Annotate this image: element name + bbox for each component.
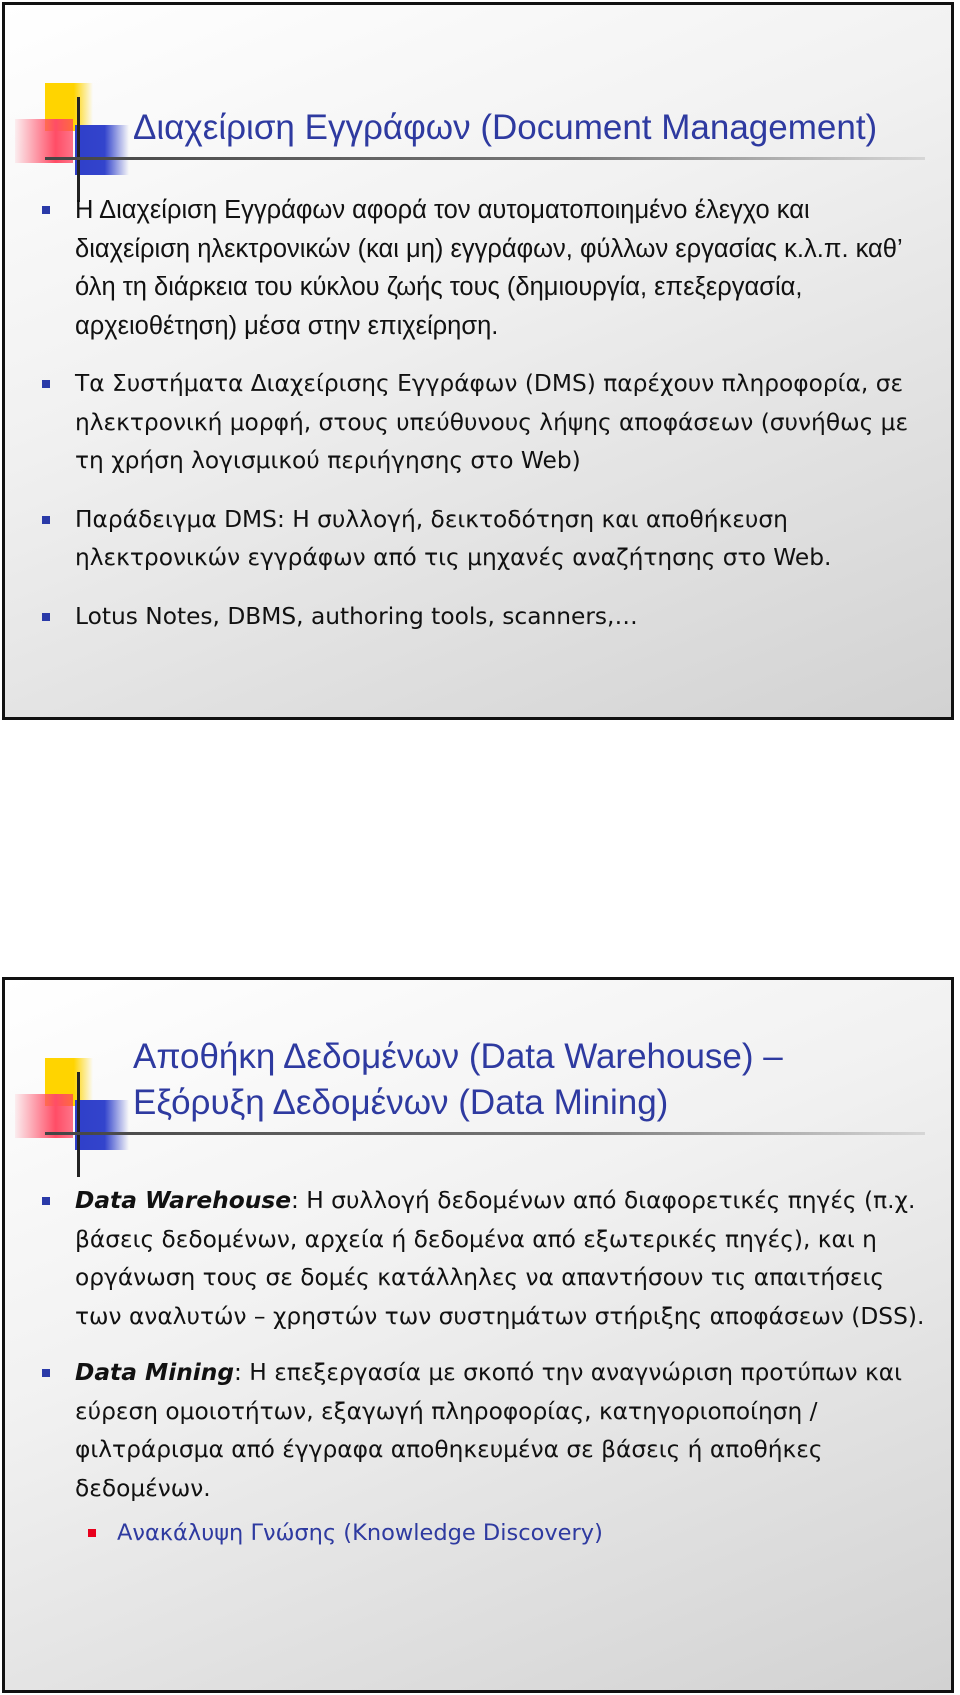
bullet-square-icon xyxy=(42,516,50,524)
list-item xyxy=(5,1354,925,1550)
bullet-text xyxy=(75,1182,925,1336)
title-line: Αποθήκη Δεδομένων (Data Warehouse) – xyxy=(133,1037,783,1076)
slide-title xyxy=(133,1034,783,1126)
logo-vertical-line xyxy=(77,1072,80,1177)
title-line: Εξόρυξη Δεδομένων (Data Mining) xyxy=(133,1083,669,1122)
logo-vertical-line xyxy=(77,97,80,202)
list-item xyxy=(5,501,925,578)
bullet-list xyxy=(5,1182,925,1568)
sub-bullet-list xyxy=(5,1516,925,1550)
list-item xyxy=(5,191,925,345)
list-item xyxy=(5,598,925,637)
bullet-text: Lotus Notes, DBMS, authoring tools, scanners,… xyxy=(75,602,638,630)
bullet-term: Data Mining xyxy=(75,1359,235,1386)
bullet-text xyxy=(75,1354,925,1508)
bullet-term: Data Warehouse xyxy=(75,1187,291,1214)
sub-bullet-square-icon xyxy=(88,1529,96,1537)
bullet-square-icon xyxy=(42,613,50,621)
slide-logo-icon xyxy=(15,83,135,203)
title-divider xyxy=(45,157,925,160)
list-item xyxy=(5,365,925,481)
slide-data-warehouse-mining xyxy=(2,977,954,1693)
bullet-text: Παράδειγμα DMS: Η συλλογή, δεικτοδότηση και αποθήκευση ηλεκτρονικών εγγράφων από τις μηχανές αναζήτησης στο Web. xyxy=(75,505,832,571)
list-item xyxy=(5,1182,925,1336)
sub-list-item xyxy=(5,1516,925,1550)
bullet-description: : Η συλλογή δεδομένων από διαφορετικές πηγές (π.χ. βάσεις δεδομένων, αρχεία ή δεδομένα από εξωτερικές πηγές), και η οργάνωση τους σε δομές κατάλληλες να απαντήσουν τις απαιτήσεις των αναλυτών – χρηστών των συστημάτων στήριξης αποφάσεων (DSS). xyxy=(75,1187,925,1330)
logo-blue-square xyxy=(75,125,129,175)
bullet-text: Η Διαχείριση Εγγράφων αφορά τον αυτοματοποιημένο έλεγχο και διαχείριση ηλεκτρονικών (και μη) εγγράφων, φύλλων εργασίας κ.λ.π. καθ’ όλη τη διάρκεια του κύκλου ζωής τους (δημιουργία, επεξεργασία, αρχειοθέτηση) μέσα στην επιχείρηση. xyxy=(75,196,902,340)
bullet-description: : Η επεξεργασία με σκοπό την αναγνώριση προτύπων και εύρεση ομοιοτήτων, εξαγωγή πληροφορίας, κατηγοριοποίηση / φιλτράρισμα από έγγραφα αποθηκευμένα σε βάσεις ή αποθήκες δεδομένων. xyxy=(75,1359,902,1502)
slide-document-management xyxy=(2,2,954,720)
logo-blue-square xyxy=(75,1100,129,1150)
sub-bullet-text: Ανακάλυψη Γνώσης (Knowledge Discovery) xyxy=(117,1520,603,1546)
bullet-square-icon xyxy=(42,1197,50,1205)
bullet-square-icon xyxy=(42,206,50,214)
title-divider xyxy=(45,1132,925,1135)
bullet-square-icon xyxy=(42,380,50,388)
bullet-text: Τα Συστήματα Διαχείρισης Εγγράφων (DMS) παρέχουν πληροφορία, σε ηλεκτρονική μορφή, στους υπεύθυνους λήψης αποφάσεων (συνήθως με τη χρήση λογισμικού περιήγησης στο Web) xyxy=(75,370,909,474)
slide-logo-icon xyxy=(15,1058,135,1178)
bullet-list xyxy=(5,191,925,656)
slide-title: Διαχείριση Εγγράφων (Document Management) xyxy=(133,108,878,147)
bullet-square-icon xyxy=(42,1369,50,1377)
